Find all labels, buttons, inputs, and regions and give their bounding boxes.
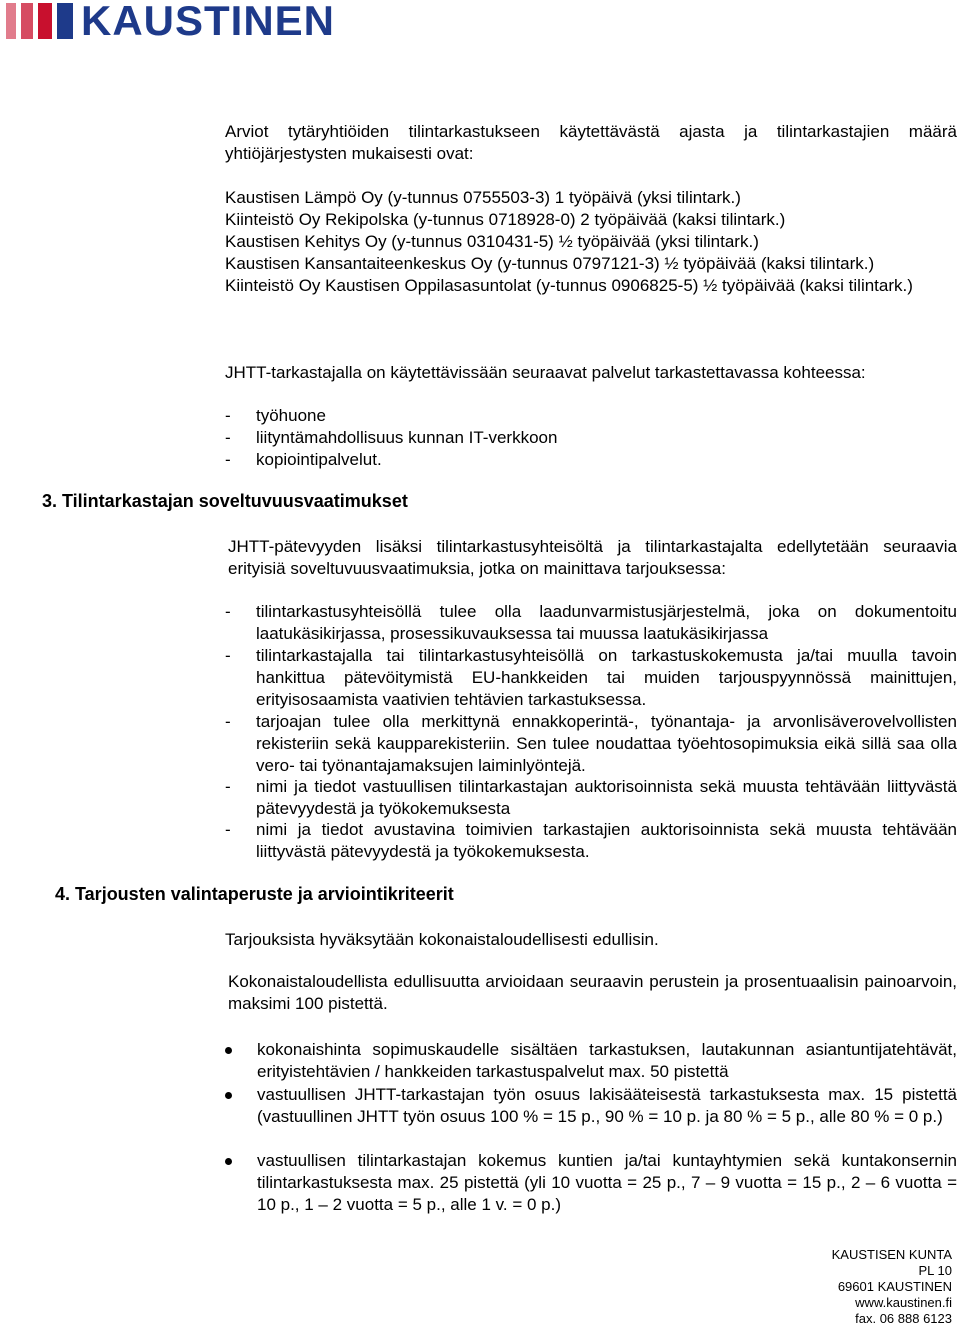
kaustinen-logo — [6, 0, 335, 42]
intro-paragraph: Arviot tytäryhtiöiden tilintarkastukseen käytettävästä ajasta ja tilintarkastajien määrä yhtiöjärjestysten mukaisesti ovat: — [225, 122, 957, 163]
criterion-item — [225, 1039, 957, 1083]
company-line: Kiinteistö Oy Rekipolska (y-tunnus 0718928-0) 2 työpäivää (kaksi tilintark.) — [225, 210, 786, 229]
dash-marker: - — [225, 712, 231, 731]
company-line: Kaustisen Kansantaiteenkeskus Oy (y-tunnus 0797121-3) ½ työpäivää (kaksi tilintark.) — [225, 254, 875, 273]
requirement-item — [225, 601, 957, 645]
requirement-item — [225, 776, 957, 820]
dash-marker: - — [225, 406, 231, 425]
services-lead: JHTT-tarkastajalla on käytettävissään seuraavat palvelut tarkastettavassa kohteessa: — [225, 363, 866, 382]
requirement-item-text: tilintarkastajalla tai tilintarkastusyhteisöllä on tarkastuskokemusta ja/tai muulla tavoin hankittua pätevöitymistä EU-hankkeiden tai muiden tarjouspyynnössä mainittujen, erityisosaamista vaativien tehtävien tarkastuksessa. — [256, 646, 957, 709]
company-line: Kiinteistö Oy Kaustisen Oppilasasuntolat (y-tunnus 0906825-5) ½ työpäivää (kaksi tilintark.) — [225, 276, 913, 295]
footer-website[interactable]: www.kaustinen.fi — [855, 1295, 952, 1310]
logo-bars-icon — [6, 3, 73, 39]
service-item — [225, 405, 957, 427]
requirement-item-text: tilintarkastusyhteisöllä tulee olla laadunvarmistusjärjestelmä, joka on dokumentoitu laatukäsikirjassa, prosessikuvauksessa tai muussa laatukäsikirjassa — [256, 602, 957, 643]
dash-marker: - — [225, 450, 231, 469]
bullet-icon — [225, 1092, 232, 1099]
section-3-heading: 3. Tilintarkastajan soveltuvuusvaatimukset — [42, 491, 408, 511]
criterion-text: vastuullisen JHTT-tarkastajan työn osuus lakisääteisestä tarkastuksesta max. 15 pistettä (vastuullinen JHTT työn osuus 100 % = 15 p., 90 % = 10 p. ja 80 % = 5 p., alle 80 % = 0 p.) — [257, 1085, 957, 1126]
requirement-item-text: nimi ja tiedot vastuullisen tilintarkastajan auktorisoinnista sekä muusta tehtävään liittyvästä pätevyydestä ja työkokemuksesta — [256, 777, 957, 818]
company-line: Kaustisen Kehitys Oy (y-tunnus 0310431-5) ½ työpäivää (yksi tilintark.) — [225, 232, 759, 251]
dash-marker: - — [225, 428, 231, 447]
service-item-text: kopiointipalvelut. — [256, 450, 382, 469]
criterion-item — [225, 1084, 957, 1128]
service-item-text: liityntämahdollisuus kunnan IT-verkkoon — [256, 428, 558, 447]
section-4-para1: Tarjouksista hyväksytään kokonaistaloudellisesti edullisin. — [225, 930, 659, 949]
requirement-item — [225, 711, 957, 777]
footer-po-box: PL 10 — [918, 1263, 952, 1278]
bullet-icon — [225, 1158, 232, 1165]
section-4-para2: Kokonaistaloudellista edullisuutta arvioidaan seuraavin perustein ja prosentuaalisin painoarvoin, maksimi 100 pistettä. — [228, 972, 957, 1013]
service-item-text: työhuone — [256, 406, 326, 425]
requirement-item — [225, 819, 957, 863]
requirement-item-text: nimi ja tiedot avustavina toimivien tarkastajien auktorisoinnista sekä muusta tehtävään liittyvästä pätevyydestä ja työkokemuksesta. — [256, 820, 957, 861]
criterion-text: vastuullisen tilintarkastajan kokemus kuntien ja/tai kuntayhtymien sekä kuntakonsernin tilintarkastuksesta max. 25 pistettä (yli 10 vuotta = 25 p., 7 – 9 vuotta = 15 p., 2 – 6 vuotta = 10 p., 1 – 2 vuotta = 5 p., alle 1 v. = 0 p.) — [257, 1151, 957, 1214]
criterion-item — [225, 1150, 957, 1216]
requirement-item-text: tarjoajan tulee olla merkittynä ennakkoperintä-, työnantaja- ja arvonlisäverovelvollisten rekisteriin sekä kaupparekisteriin. Sen tulee noudattaa työehtosopimuksia eikä sillä saa olla vero- tai työnantajamaksujen laiminlyöntejä. — [256, 712, 957, 775]
requirement-item — [225, 645, 957, 711]
section-3-lead: JHTT-pätevyyden lisäksi tilintarkastusyhteisöltä ja tilintarkastajalta edellytetään seuraavia erityisiä soveltuvuusvaatimuksia, jotka on mainittava tarjouksessa: — [228, 537, 957, 578]
section-4-heading: 4. Tarjousten valintaperuste ja arviointikriteerit — [55, 884, 454, 904]
company-line: Kaustisen Lämpö Oy (y-tunnus 0755503-3) 1 työpäivä (yksi tilintark.) — [225, 188, 741, 207]
service-item — [225, 427, 957, 449]
dash-marker: - — [225, 777, 231, 796]
bullet-icon — [225, 1047, 232, 1054]
dash-marker: - — [225, 820, 231, 839]
dash-marker: - — [225, 602, 231, 621]
service-item — [225, 449, 957, 471]
logo-text: KAUSTINEN — [81, 0, 336, 44]
dash-marker: - — [225, 646, 231, 665]
footer-fax: fax. 06 888 6123 — [855, 1311, 952, 1326]
footer-postal: 69601 KAUSTINEN — [837, 1279, 952, 1294]
footer-address — [832, 1247, 952, 1327]
criterion-text: kokonaishinta sopimuskaudelle sisältäen tarkastuksen, lautakunnan asiantuntijatehtävät, erityistehtävien / hankkeiden tarkastuspalvelut max. 50 pistettä — [257, 1040, 957, 1081]
footer-org: KAUSTISEN KUNTA — [831, 1247, 952, 1262]
